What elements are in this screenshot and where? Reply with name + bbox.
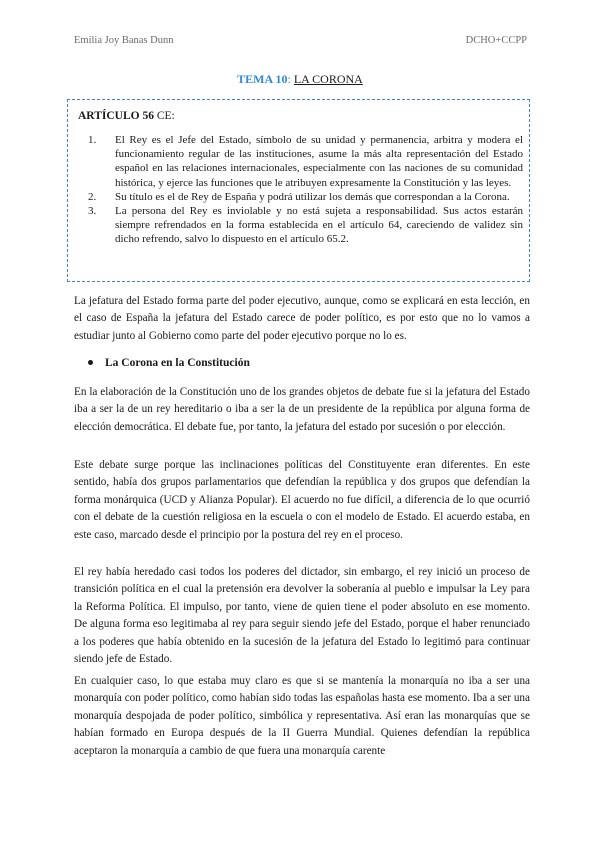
- page-title: [0, 72, 600, 87]
- paragraph-inclinations: Este debate surge porque las inclinaciones políticas del Constituyente eran diferentes. En este sentido, había dos grupos parlamentarios que defendían la república y dos grupos que defendían la forma monárquica (UCD y Alianza Popular). El acuerdo no fue difícil, a diferencia de lo que ocurrió con el debate de la cuestión religiosa en la escuela o con el modelo de Estado. El acuerdo estaba, en este caso, marcado desde el principio por la postura del rey en el proceso.: [74, 459, 530, 541]
- article-item: [88, 190, 523, 204]
- bullet-icon: [88, 360, 93, 365]
- intro-paragraph: La jefatura del Estado forma parte del poder ejecutivo, aunque, como se explicará en esta lección, en el caso de España la jefatura del Estado carece de poder político, es por esto que no lo vamos a estudiar junto al Gobierno como parte del poder ejecutivo porque no lo es.: [74, 295, 530, 342]
- title-name: LA CORONA: [293, 72, 363, 86]
- article-item-number: 2.: [88, 190, 97, 203]
- paragraph-transition: El rey había heredado casi todos los poderes del dictador, sin embargo, el rey inició un proceso de transición política en el cual la pretensión era devolver la soberanía al pueblo e impulsar la Ley para la Reforma Política. El impulso, por tanto, viene de quien tiene el poder absoluto en ese momento. De alguna forma eso legitimaba al rey para seguir siendo jefe del Estado, porque el haber renunciado a los poderes que había obtenido en la sucesión de la jefatura del Estado lo legitimó para continuar siendo jefe de Estado.: [74, 566, 530, 666]
- title-tema: TEMA 10: [237, 72, 288, 86]
- article-box: [67, 99, 530, 282]
- header-author: Emilia Joy Banas Dunn: [74, 35, 174, 46]
- article-item-number: 3.: [88, 205, 97, 218]
- article-list: [88, 133, 523, 247]
- paragraph-monarchy: En cualquier caso, lo que estaba muy claro es que si se mantenía la monarquía no iba a ser una monarquía con poder político, como habían sido todas las españolas hasta ese momento. Iba a ser una monarquía despojada de poder político, simbólica y representativa. Así eran las monarquías que se habían formado en Europa después de la II Guerra Mundial. Quienes defendían la república aceptaron la monarquía a cambio de que fuera una monarquía carente: [74, 675, 530, 757]
- section-heading: [74, 357, 250, 369]
- article-heading-suffix: CE:: [153, 110, 175, 122]
- section-heading-text: La Corona en la Constitución: [105, 357, 250, 369]
- article-heading: [78, 110, 175, 122]
- article-item: [88, 133, 523, 190]
- paragraph-debate: En la elaboración de la Constitución uno de los grandes objetos de debate fue si la jefatura del Estado iba a ser la de un rey hereditario o iba a ser la de un presidente de la república por alguna forma de elección democrática. El debate fue, por tanto, la jefatura del estado por sucesión o por elección.: [74, 386, 530, 433]
- header-course: DCHO+CCPP: [465, 35, 527, 46]
- title-separator: :: [287, 72, 291, 86]
- article-item-text: Su título es el de Rey de España y podrá utilizar los demás que correspondan a la Corona.: [115, 190, 510, 203]
- article-item: [88, 204, 523, 247]
- article-item-text: El Rey es el Jefe del Estado, símbolo de su unidad y permanencia, arbitra y modera el funcionamiento regular de las instituciones, asume la más alta representación del Estado español en las relaciones internacionales, especialmente con las naciones de su comunidad histórica, y ejerce las funciones que le atribuyen expresamente la Constitución y las leyes.: [115, 134, 523, 189]
- article-heading-label: ARTÍCULO 56: [78, 110, 154, 122]
- article-item-number: 1.: [88, 134, 97, 146]
- article-item-text: La persona del Rey es inviolable y no está sujeta a responsabilidad. Sus actos estarán siempre refrendados en la forma establecida en el artículo 64, careciendo de validez sin dicho refrendo, salvo lo dispuesto en el artículo 65.2.: [115, 205, 523, 246]
- page-header: [74, 35, 527, 49]
